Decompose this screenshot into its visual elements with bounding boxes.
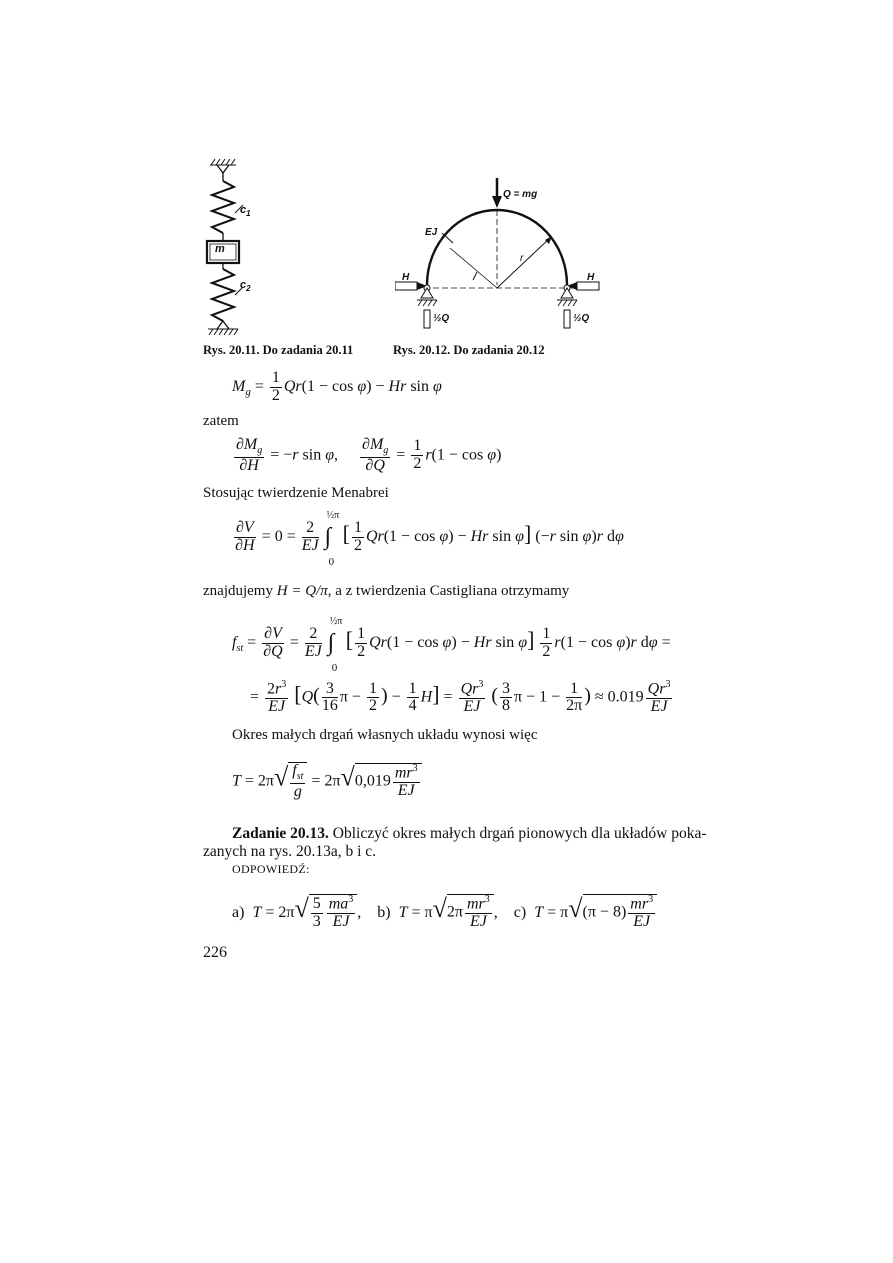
- equation-fst: $f_{st}$ = $\frac{\partial V}{\partial Q}$ = $\frac{2}{EJ}$ ∫ ½π 0 [ $\frac{1}{2}$ Qr(1 − cos φ) − Hr sin φ] $\frac{1}{2}$ r(1 − cos φ)r dφ =: [232, 615, 671, 674]
- label-ej: EJ: [425, 227, 438, 238]
- label-h-left: H: [402, 272, 410, 283]
- figure-semicircular-arch: [395, 178, 610, 333]
- label-mass: m: [215, 243, 225, 255]
- task-20-13-line2: zanych na rys. 20.13a, b i c.: [203, 843, 377, 860]
- page-number: 226: [203, 944, 227, 961]
- equation-menabrei: $\frac{\partial V}{\partial H}$ = 0 = $\frac{2}{EJ}$ ∫ ½π 0 [ $\frac{1}{2}$ Qr(1 − cos φ) − Hr sin φ] (−r sin φ)r dφ: [235, 509, 624, 568]
- label-c2: $c_2$: [240, 279, 251, 294]
- label-h-right: H: [587, 272, 595, 283]
- label-half-q-right: ½Q: [573, 313, 590, 324]
- label-radius: r: [520, 253, 524, 264]
- label-load: Q = mg: [503, 189, 538, 200]
- equation-answers: a) T = 2π√ $\frac{5}{3}$ $\frac{ma^3}{EJ}$ , b) T = π√2π $\frac{mr^3}{EJ}$ , c) T = π√(π − 8) $\frac{mr^3}{EJ}$: [232, 894, 657, 931]
- figure-spring-mass: [195, 155, 275, 335]
- task-20-13-line1: Zadanie 20.13. Obliczyć okres małych drgań pionowych dla układów poka-: [232, 825, 707, 842]
- label-c1: $c_1$: [240, 204, 251, 219]
- equation-mg: $M_g$ = $\frac{1}{2}$ Qr(1 − cos φ) − Hr sin φ: [232, 369, 442, 404]
- caption-fig-20-12: Rys. 20.12. Do zadania 20.12: [393, 343, 545, 357]
- text-znajdujemy: znajdujemy H = Q/π, a z twierdzenia Castigliana otrzymamy: [203, 583, 570, 599]
- answer-label: ODPOWIEDŹ:: [232, 862, 310, 876]
- text-zatem: zatem: [203, 413, 239, 429]
- equation-partials: $\frac{\partial M_g}{\partial H}$ = −r sin φ, $\frac{\partial M_g}{\partial Q}$ = $\frac{1}{2}$ r(1 − cos φ): [236, 436, 502, 474]
- equation-fst-result: = $\frac{2r^3}{EJ}$ [Q( $\frac{3}{16}$ π − $\frac{1}{2}$ ) − $\frac{1}{4}$ H] = $\frac{Qr^3}{EJ}$ ( $\frac{3}{8}$ π − 1 − $\frac{1}{2\pi}$ ) ≈ 0.019 $\frac{Qr^3}{EJ}$: [250, 679, 671, 716]
- text-menabrei: Stosując twierdzenie Menabrei: [203, 485, 389, 501]
- equation-period: T = 2π√ $\frac{f_{st}}{g}$ = 2π√0,019 $\frac{mr^3}{EJ}$: [232, 762, 422, 800]
- label-half-q-left: ½Q: [433, 313, 450, 324]
- caption-fig-20-11: Rys. 20.11. Do zadania 20.11: [203, 343, 354, 357]
- text-okres: Okres małych drgań własnych układu wynosi więc: [232, 727, 538, 743]
